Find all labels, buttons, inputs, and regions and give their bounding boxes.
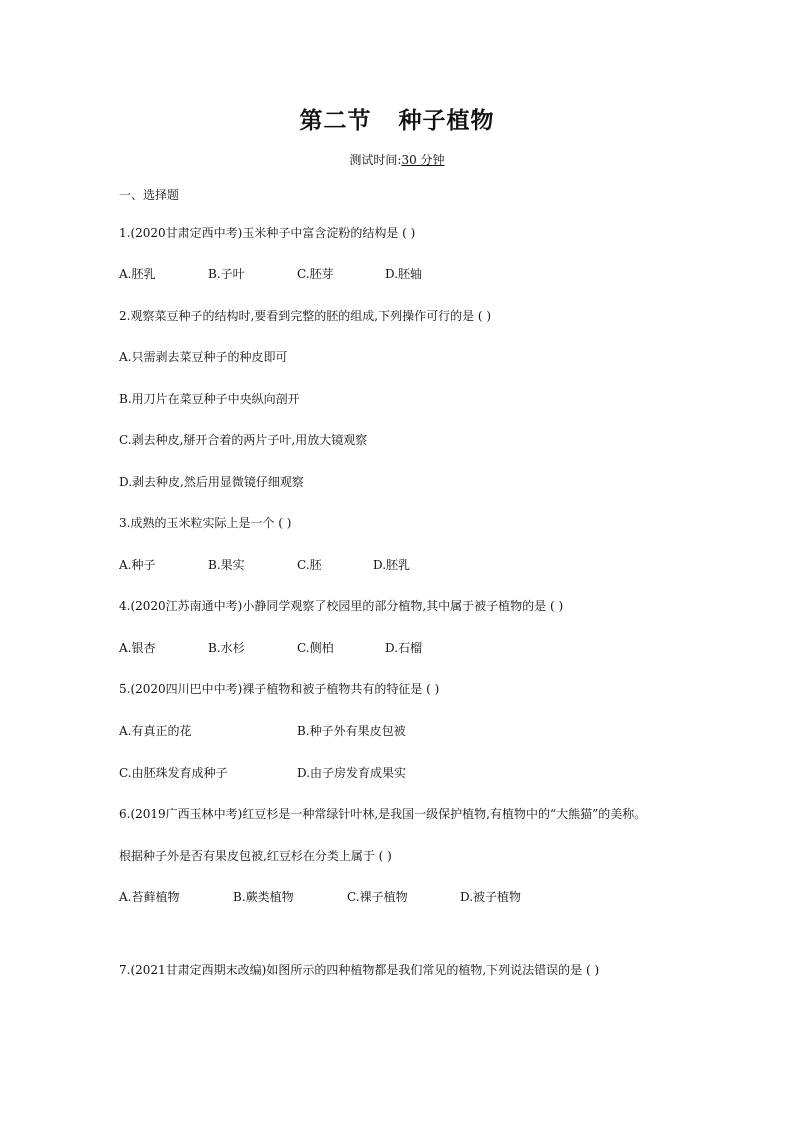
question-3-stem: 3.成熟的玉米粒实际上是一个 ( ) — [119, 516, 292, 530]
question-5-options-row-1 — [119, 723, 719, 739]
question-5-option-c: C.由胚珠发育成种子 — [119, 766, 228, 780]
question-5-options-row-2 — [119, 765, 719, 781]
question-4-option-b: B.水杉 — [208, 641, 245, 655]
section-heading: 一、选择题 — [119, 188, 180, 202]
question-4-option-a: A.银杏 — [119, 641, 156, 655]
page-title: 第二节 种子植物 — [299, 108, 495, 134]
question-7-stem: 7.(2021甘肃定西期末改编)如图所示的四种植物都是我们常见的植物,下列说法错误的是 ( ) — [119, 963, 600, 977]
question-1-options — [119, 266, 719, 282]
question-2-option-d: D.剥去种皮,然后用显微镜仔细观察 — [119, 475, 304, 489]
question-2-option-c: C.剥去种皮,掰开合着的两片子叶,用放大镜观察 — [119, 433, 368, 447]
question-1-option-d: D.胚轴 — [385, 267, 423, 281]
question-3-option-a: A.种子 — [119, 558, 156, 572]
question-3-option-d: D.胚乳 — [373, 558, 411, 572]
question-6-option-a: A.苔藓植物 — [119, 890, 180, 904]
question-6-options — [119, 889, 719, 905]
test-time — [0, 151, 794, 168]
question-6-option-c: C.裸子植物 — [347, 890, 408, 904]
question-4-option-c: C.侧柏 — [297, 641, 334, 655]
question-1-option-a: A.胚乳 — [119, 267, 156, 281]
question-6-option-b: B.蕨类植物 — [233, 890, 294, 904]
question-1-option-b: B.子叶 — [208, 267, 245, 281]
question-6-option-d: D.被子植物 — [460, 890, 522, 904]
question-2-option-a: A.只需剥去菜豆种子的种皮即可 — [119, 350, 288, 364]
question-1-stem: 1.(2020甘肃定西中考)玉米种子中富含淀粉的结构是 ( ) — [119, 226, 416, 240]
question-5-option-a: A.有真正的花 — [119, 724, 192, 738]
question-5-option-b: B.种子外有果皮包被 — [297, 724, 406, 738]
question-4-options — [119, 640, 719, 656]
question-5-stem: 5.(2020四川巴中中考)裸子植物和被子植物共有的特征是 ( ) — [119, 682, 440, 696]
question-6-stem: 6.(2019广西玉林中考)红豆杉是一种常绿针叶林,是我国一级保护植物,有植物中的“大熊猫”的美称。 — [119, 807, 647, 821]
question-3-option-b: B.果实 — [208, 558, 245, 572]
question-1-option-c: C.胚芽 — [297, 267, 334, 281]
test-time-label: 测试时间: — [349, 153, 402, 167]
question-4-option-d: D.石榴 — [385, 641, 423, 655]
test-time-value: 30 分钟 — [401, 153, 445, 167]
question-3-option-c: C.胚 — [297, 558, 322, 572]
question-5-option-d: D.由子房发育成果实 — [297, 766, 407, 780]
question-6-stem-continued: 根据种子外是否有果皮包被,红豆杉在分类上属于 ( ) — [119, 849, 392, 863]
question-4-stem: 4.(2020江苏南通中考)小静同学观察了校园里的部分植物,其中属于被子植物的是 ( ) — [119, 599, 564, 613]
question-2-option-b: B.用刀片在菜豆种子中央纵向剖开 — [119, 392, 300, 406]
question-3-options — [119, 557, 719, 573]
question-2-stem: 2.观察菜豆种子的结构时,要看到完整的胚的组成,下列操作可行的是 ( ) — [119, 309, 492, 323]
